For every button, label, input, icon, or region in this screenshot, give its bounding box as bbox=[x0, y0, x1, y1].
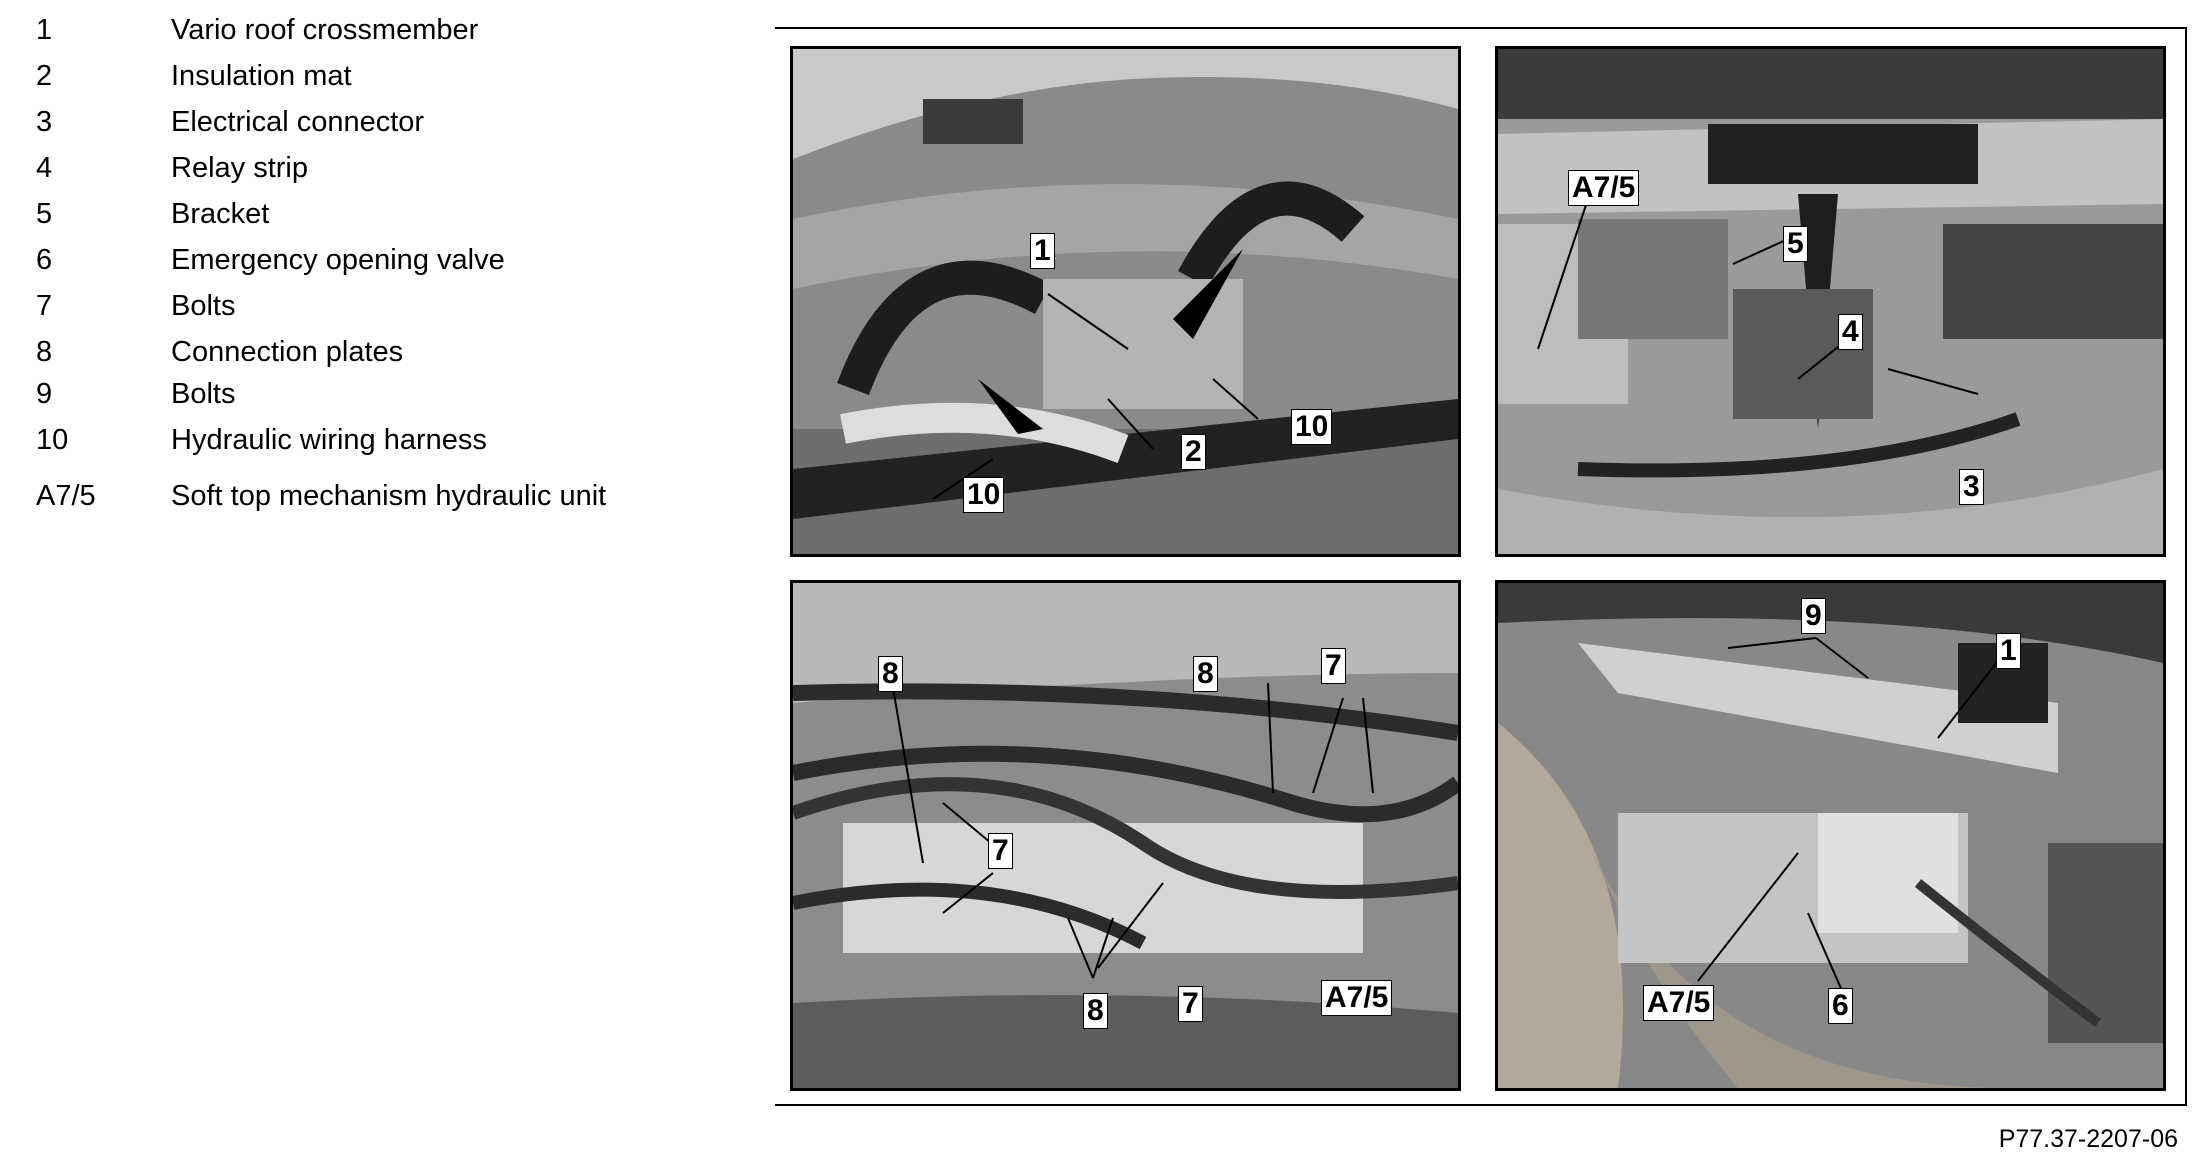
callout-label: 7 bbox=[1321, 648, 1346, 684]
callout-label: A7/5 bbox=[1643, 985, 1714, 1021]
callout-label: 8 bbox=[1193, 656, 1218, 692]
legend-number: 2 bbox=[36, 60, 53, 92]
legend-number: A7/5 bbox=[36, 480, 96, 512]
callout-label: 1 bbox=[1030, 233, 1055, 269]
callout-label: 6 bbox=[1828, 988, 1853, 1024]
legend-description: Bolts bbox=[171, 378, 236, 410]
legend-description: Bolts bbox=[171, 290, 236, 322]
figure-reference: P77.37-2207-06 bbox=[1998, 1125, 2178, 1153]
photo-connection-plates bbox=[790, 580, 1461, 1091]
legend-number: 8 bbox=[36, 336, 53, 368]
legend-number: 1 bbox=[36, 14, 53, 46]
legend-description: Bracket bbox=[171, 198, 270, 230]
photo-relay-strip bbox=[1495, 46, 2166, 557]
callout-label: 7 bbox=[1178, 986, 1203, 1022]
photo-crossmember-image bbox=[793, 49, 1458, 554]
photo-relay-strip-image bbox=[1498, 49, 2163, 554]
legend-description: Emergency opening valve bbox=[171, 244, 505, 276]
legend-number: 6 bbox=[36, 244, 53, 276]
callout-label: A7/5 bbox=[1321, 980, 1392, 1016]
legend-number: 9 bbox=[36, 378, 53, 410]
callout-label: 9 bbox=[1801, 598, 1826, 634]
callout-label: A7/5 bbox=[1568, 170, 1639, 206]
callout-label: 1 bbox=[1996, 633, 2021, 669]
legend-description: Connection plates bbox=[171, 336, 404, 368]
photo-crossmember bbox=[790, 46, 1461, 557]
callout-label: 10 bbox=[963, 477, 1004, 513]
legend-description: Electrical connector bbox=[171, 106, 425, 138]
callout-label: 5 bbox=[1783, 226, 1808, 262]
callout-label: 10 bbox=[1291, 409, 1332, 445]
legend-description: Vario roof crossmember bbox=[171, 14, 479, 46]
callout-label: 2 bbox=[1181, 434, 1206, 470]
legend-number: 7 bbox=[36, 290, 53, 322]
legend-description: Insulation mat bbox=[171, 60, 352, 92]
callout-label: 8 bbox=[1083, 993, 1108, 1029]
legend-number: 10 bbox=[36, 424, 69, 456]
legend-number: 5 bbox=[36, 198, 53, 230]
legend-description: Hydraulic wiring harness bbox=[171, 424, 487, 456]
legend-number: 3 bbox=[36, 106, 53, 138]
callout-label: 3 bbox=[1959, 469, 1984, 505]
callout-label: 8 bbox=[878, 656, 903, 692]
photo-emergency-valve bbox=[1495, 580, 2166, 1091]
legend-description: Soft top mechanism hydraulic unit bbox=[171, 480, 607, 512]
legend-number: 4 bbox=[36, 152, 53, 184]
callout-label: 4 bbox=[1838, 314, 1863, 350]
callout-label: 7 bbox=[988, 833, 1013, 869]
legend-description: Relay strip bbox=[171, 152, 308, 184]
